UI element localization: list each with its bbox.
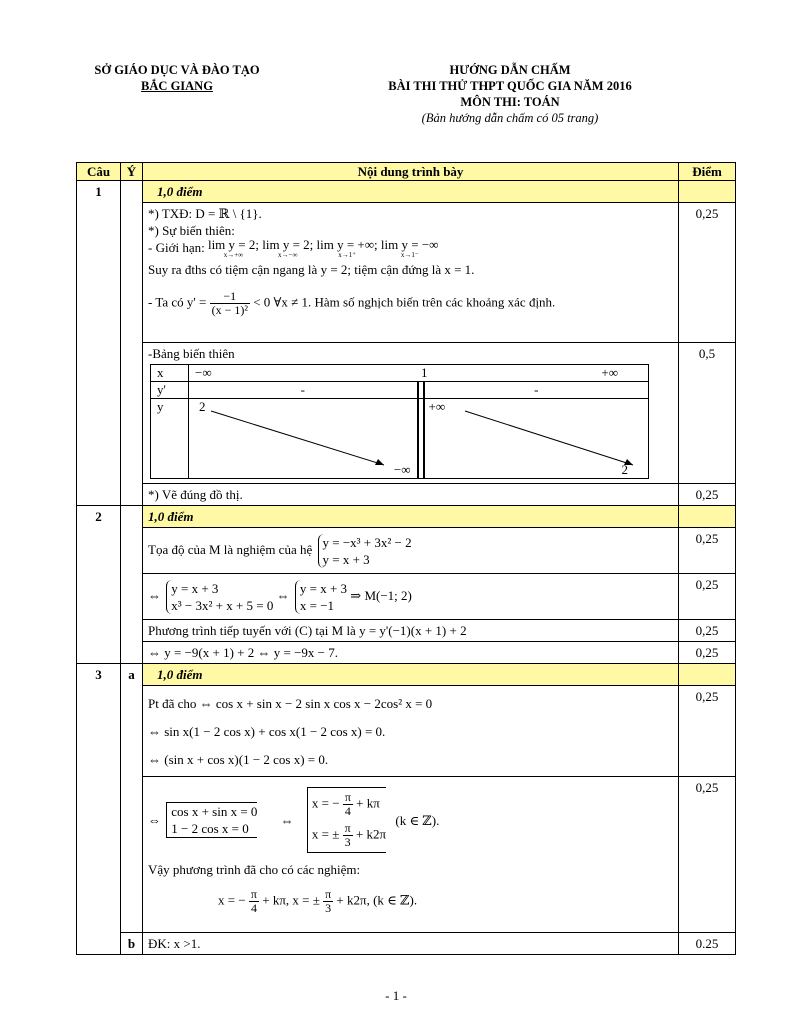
q1-part <box>121 181 143 506</box>
subject-title: MÔN THI: TOÁN <box>460 95 560 109</box>
vt-arrow-right <box>425 399 650 479</box>
col-header-cau: Câu <box>77 163 121 181</box>
col-header-y: Ý <box>121 163 143 181</box>
q3-sol-mid: + kπ, x = ± <box>262 892 320 908</box>
department-name: SỞ GIÁO DỤC VÀ ĐÀO TẠO <box>94 63 260 77</box>
q1-limit-1 <box>208 239 259 259</box>
doc-title: HƯỚNG DẪN CHẤM <box>449 63 571 77</box>
q1-limit-2-sub: x→−∞ <box>278 251 298 259</box>
q3-title-score <box>679 664 736 686</box>
q3-score-2: 0,25 <box>679 777 736 933</box>
q2-sys2-eq2: x³ − 3x² + x + 5 = 0 <box>171 597 274 613</box>
q3-conclude: Vậy phương trình đã cho có các nghiệm: <box>148 862 361 877</box>
q2-score-3: 0,25 <box>679 620 736 642</box>
q2-part <box>121 506 143 664</box>
grading-table <box>76 162 736 955</box>
q3-br2-eq1-pre: x = − <box>311 795 340 811</box>
q3-sol-frac-2 <box>323 888 333 915</box>
q3-row-b <box>77 933 736 955</box>
q2-equiv-1: ⇔ <box>148 587 161 603</box>
vt-x-pos-inf: +∞ <box>601 365 619 380</box>
q3-b-line: ĐK: x >1. <box>143 933 679 955</box>
q1-title-row <box>77 181 736 203</box>
q3-sol-num-2: π <box>325 887 332 901</box>
vt-x-one: 1 <box>421 365 428 380</box>
q3-bracket-2 <box>307 787 386 853</box>
q3-br2-eq2-num: π <box>344 821 351 835</box>
q3-br2-eq1-frac <box>343 791 353 818</box>
q2-system-1 <box>318 534 412 568</box>
q3-br1-eq2: 1 − 2 cos x = 0 <box>171 821 249 836</box>
q1-txd: *) TXĐ: D = ℝ \ {1}. <box>148 206 262 221</box>
exam-title: BÀI THI THỬ THPT QUỐC GIA NĂM 2016 <box>388 79 632 93</box>
q1-score-1: 0,25 <box>679 203 736 343</box>
q3-br2-eq2-frac <box>343 822 353 849</box>
q1-graph: *) Vẽ đúng đồ thị. <box>143 484 679 506</box>
vt-yprime-left: - <box>189 382 418 399</box>
q2-sys1-eq1: y = −x³ + 3x² − 2 <box>322 534 412 550</box>
q2-sys2-eq1: y = x + 3 <box>171 580 219 596</box>
q1-sbt: *) Sự biến thiên: <box>148 223 235 238</box>
vt-label-x: x <box>151 365 189 382</box>
vt-arrow-left <box>189 399 418 479</box>
vt-row-x <box>151 365 649 382</box>
q2-title-score <box>679 506 736 528</box>
vt-label-yprime: y' <box>151 382 189 399</box>
q1-limit-2-body: lim y = 2; <box>262 237 314 252</box>
q1-limits-prefix: - Giới hạn: <box>148 240 205 255</box>
q3-score-3: 0.25 <box>679 933 736 955</box>
q1-derivative-num: −1 <box>210 290 250 304</box>
q3-br1-eq1: cos x + sin x = 0 <box>171 804 258 819</box>
q3-sol-post: + k2π, (k ∈ ℤ). <box>336 892 418 908</box>
q1-limit-4-body: lim y = −∞ <box>380 237 439 252</box>
q1-limit-4-sub: x→1⁻ <box>400 251 419 259</box>
q1-number: 1 <box>77 181 121 506</box>
q3-sol-num-1: π <box>250 887 257 901</box>
q1-limit-3 <box>317 239 378 259</box>
vt-x-neg-inf: −∞ <box>195 365 212 380</box>
q2-system-2 <box>166 580 273 614</box>
q3-part-b: b <box>121 933 143 955</box>
q3-row-1 <box>77 686 736 777</box>
q2-tangent: Phương trình tiếp tuyến với (C) tại M là y = y'(−1)(x + 1) + 2 <box>143 620 679 642</box>
vt-yprime-right: - <box>424 382 649 399</box>
q1-bbt-title: -Bảng biến thiên <box>148 346 235 361</box>
q2-system-3 <box>295 580 347 614</box>
vt-y-right <box>424 399 649 479</box>
q2-score-1: 0,25 <box>679 528 736 574</box>
q3-br2-eq2-post: + k2π <box>355 826 387 842</box>
q1-limit-1-body: lim y = 2; <box>207 237 259 252</box>
q2-row-2 <box>77 574 736 620</box>
q3-row-2 <box>77 777 736 933</box>
q1-score-2: 0,5 <box>679 343 736 484</box>
q3-line-3: ⇔ (sin x + cos x)(1 − 2 cos x) = 0. <box>148 752 329 767</box>
q3-content-2 <box>143 777 679 933</box>
page-number: - 1 - <box>385 988 407 1003</box>
q2-equiv-2: ⇔ <box>276 587 290 603</box>
q2-title: 1,0 điểm <box>143 506 679 528</box>
q2-title-row <box>77 506 736 528</box>
q3-title: 1,0 điểm <box>143 664 679 686</box>
q2-result: ⇒ M(−1; 2) <box>350 587 412 603</box>
page-count-note: (Bản hướng dẫn chấm có 05 trang) <box>421 111 599 125</box>
q1-score-3: 0,25 <box>679 484 736 506</box>
q1-title-score <box>679 181 736 203</box>
q2-score-2: 0,25 <box>679 574 736 620</box>
q1-row-1 <box>77 203 736 343</box>
q3-br2-eq2 <box>312 822 386 849</box>
q3-sol-pre: x = − <box>218 892 246 908</box>
q2-number: 2 <box>77 506 121 664</box>
vt-y-right-top: +∞ <box>428 399 446 414</box>
q1-limit-1-sub: x→+∞ <box>223 251 244 259</box>
vt-y-right-bottom: 2 <box>621 462 629 477</box>
q1-derivative <box>148 290 673 317</box>
q2-sys3-eq2: x = −1 <box>299 597 335 613</box>
q1-derivative-fraction <box>210 290 250 317</box>
q1-row-2 <box>77 343 736 484</box>
q2-row-4 <box>77 642 736 664</box>
q3-solutions <box>148 888 673 915</box>
q3-bracket-1 <box>166 802 257 838</box>
q3-score-1: 0,25 <box>679 686 736 777</box>
q1-row-3 <box>77 484 736 506</box>
q2-final: ⇔ y = −9(x + 1) + 2 ⇔ y = −9x − 7. <box>143 642 679 664</box>
q2-line1-prefix: Tọa độ của M là nghiệm của hệ <box>148 541 313 557</box>
q3-number: 3 <box>77 664 121 955</box>
q3-line-1: Pt đã cho ⇔ cos x + sin x − 2 sin x cos x − 2cos² x = 0 <box>148 696 433 711</box>
col-header-score: Điểm <box>679 163 736 181</box>
q1-limit-3-body: lim y = +∞; <box>316 237 378 252</box>
q1-title: 1,0 điểm <box>143 181 679 203</box>
q2-content-2 <box>143 574 679 620</box>
q3-solve-line <box>148 787 673 851</box>
q3-k-condition: (k ∈ ℤ). <box>395 812 440 828</box>
q1-limit-2 <box>262 239 313 259</box>
q3-part-a: a <box>121 664 143 933</box>
q1-derivative-prefix: - Ta có y' = <box>148 294 207 310</box>
q3-sol-den-2: 3 <box>325 901 332 915</box>
q3-br2-eq2-den: 3 <box>344 835 351 849</box>
q3-title-row <box>77 664 736 686</box>
col-header-content: Nội dung trình bày <box>143 163 679 181</box>
vt-x-values <box>189 365 649 382</box>
q3-content-1 <box>143 686 679 777</box>
q3-equiv-2: ⇔ <box>280 812 294 828</box>
q1-asymptotes: Suy ra đths có tiệm cận ngang là y = 2; tiệm cận đứng là x = 1. <box>148 262 475 277</box>
q2-row-3 <box>77 620 736 642</box>
q1-content-2 <box>143 343 679 484</box>
q2-sys3-eq1: y = x + 3 <box>299 580 348 596</box>
q1-limits <box>148 239 673 261</box>
table-header-row <box>77 163 736 181</box>
q1-derivative-suffix: < 0 ∀x ≠ 1. Hàm số nghịch biến trên các khoảng xác định. <box>253 294 556 310</box>
variation-table <box>150 364 649 479</box>
header-right <box>300 62 720 126</box>
q1-content-1 <box>143 203 679 343</box>
vt-row-yprime <box>151 382 649 399</box>
vt-y-left-top: 2 <box>199 399 206 414</box>
q2-row-1 <box>77 528 736 574</box>
q1-limit-3-sub: x→1⁺ <box>338 251 356 259</box>
vt-y-left <box>189 399 418 479</box>
vt-y-left-bottom: −∞ <box>393 462 411 477</box>
q2-score-4: 0,25 <box>679 642 736 664</box>
q3-sol-den-1: 4 <box>250 901 257 915</box>
vt-row-y <box>151 399 649 479</box>
q3-equiv-1: ⇔ <box>148 812 161 828</box>
q3-sol-frac-1 <box>249 888 259 915</box>
header-left <box>72 62 282 94</box>
q3-br2-eq1-post: + kπ <box>356 795 380 811</box>
q3-br2-eq1-den: 4 <box>344 804 351 818</box>
q2-sys1-eq2: y = x + 3 <box>322 551 370 567</box>
q2-content-1 <box>143 528 679 574</box>
vt-label-y: y <box>151 399 189 479</box>
province-name: BẮC GIANG <box>141 79 213 93</box>
q3-br2-eq2-pre: x = ± <box>311 826 340 842</box>
q3-br2-eq1-num: π <box>344 790 351 804</box>
q3-line-2: ⇔ sin x(1 − 2 cos x) + cos x(1 − 2 cos x) = 0. <box>148 724 386 739</box>
q3-br2-eq1 <box>312 791 386 818</box>
q1-derivative-den: (x − 1)² <box>211 303 248 317</box>
q1-limit-4 <box>381 239 439 259</box>
